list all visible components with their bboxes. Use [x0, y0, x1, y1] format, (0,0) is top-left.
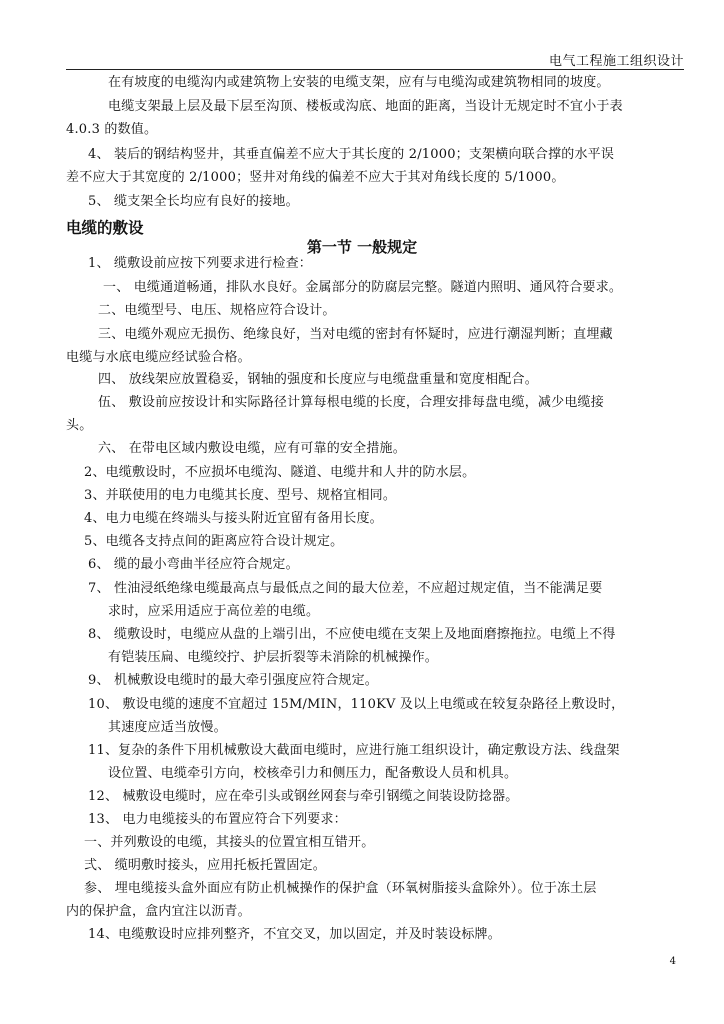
- paragraph-line: 14、电缆敷设时应排列整齐，不宜交叉，加以固定，并及时装设标牌。: [88, 927, 501, 942]
- paragraph-line: 六、 在带电区域内敷设电缆，应有可靠的安全措施。: [98, 441, 406, 456]
- paragraph-line: 7、 性油浸纸绝缘电缆最高点与最低点之间的最大位差，不应超过规定值，当不能满足要: [88, 581, 603, 596]
- paragraph-line: 设位置、电缆牵引方向，校核牵引力和侧压力，配备敷设人员和机具。: [108, 766, 518, 781]
- paragraph-line: 一、并列敷设的电缆，其接头的位置宜相互错开。: [84, 835, 375, 850]
- paragraph-line: 11、复杂的条件下用机械敷设大截面电缆时，应进行施工组织设计，确定敷设方法、线盘架: [88, 743, 620, 758]
- paragraph-line: 3、并联使用的电力电缆其长度、型号、规格宜相同。: [84, 488, 397, 503]
- paragraph-line: 其速度应适当放慢。: [108, 720, 227, 735]
- paragraph-line: 5、电缆各支持点间的距离应符合设计规定。: [84, 534, 344, 549]
- paragraph-line: 头。: [66, 418, 93, 433]
- paragraph-line: 6、 缆的最小弯曲半径应符合规定。: [88, 557, 299, 572]
- paragraph-line: 差不应大于其宽度的 2/1000；竖井对角线的偏差不应大于其对角线长度的 5/1000。: [66, 170, 565, 185]
- paragraph-line: 4.0.3 的数值。: [66, 122, 158, 137]
- paragraph-line: 二、电缆型号、电压、规格应符合设计。: [98, 303, 336, 318]
- header-divider: [66, 69, 684, 70]
- paragraph-line: 伍、 敷设前应按设计和实际路径计算每根电缆的长度，合理安排每盘电缆，减少电缆接: [98, 395, 604, 410]
- paragraph-line: 在有坡度的电缆沟内或建筑物上安装的电缆支架，应有与电缆沟或建筑物相同的坡度。: [108, 75, 610, 90]
- paragraph-line: 四、 放线架应放置稳妥，钢轴的强度和长度应与电缆盘重量和宽度相配合。: [98, 372, 538, 387]
- paragraph-line: 有铠装压扁、电缆绞拧、护层折裂等未消除的机械操作。: [108, 650, 439, 665]
- paragraph-line: 弍、 缆明敷时接头，应用托板托置固定。: [84, 858, 326, 873]
- paragraph-line: 13、 电力电缆接头的布置应符合下列要求：: [88, 812, 347, 827]
- paragraph-line: 三、电缆外观应无损伤、绝缘良好，当对电缆的密封有怀疑时，应进行潮湿判断；直埋藏: [98, 327, 613, 342]
- paragraph-line: 4、 装后的钢结构竖井，其垂直偏差不应大于其长度的 2/1000；支架横向联合撑的水平误: [88, 147, 615, 162]
- paragraph-line: 12、 械敷设电缆时，应在牵引头或钢丝网套与牵引钢缆之间装设防捻器。: [88, 789, 519, 804]
- page-number: 4: [669, 956, 676, 967]
- paragraph-line: 5、 缆支架全长均应有良好的接地。: [88, 194, 299, 209]
- paragraph-line: 电缆与水底电缆应经试验合格。: [66, 350, 251, 365]
- paragraph-line: 2、电缆敷设时，不应损坏电缆沟、隧道、电缆井和人井的防水层。: [84, 465, 476, 480]
- paragraph-line: 4、电力电缆在终端头与接头附近宜留有备用长度。: [84, 511, 383, 526]
- paragraph-line: 9、 机械敷设电缆时的最大牵引强度应符合规定。: [88, 673, 379, 688]
- paragraph-line: 一、 电缆通道畅通，排队水良好。金属部分的防腐层完整。隧道内照明、通风符合要求。: [103, 280, 623, 295]
- paragraph-line: 电缆支架最上层及最下层至沟顶、楼板或沟底、地面的距离，当设计无规定时不宜小于表: [108, 99, 623, 114]
- section-heading: 电缆的敷设: [66, 219, 144, 237]
- running-header: 电气工程施工组织设计: [548, 54, 684, 69]
- paragraph-line: 10、 敷设电缆的速度不宜超过 15M/MIN，110KV 及以上电缆或在较复杂路径上敷设时，: [88, 697, 625, 712]
- paragraph-line: 8、 缆敷设时，电缆应从盘的上端引出，不应使电缆在支架上及地面磨擦拖拉。电缆上不得: [88, 627, 616, 642]
- paragraph-line: 参、 埋电缆接头盒外面应有防止机械操作的保护盒（环氧树脂接头盒除外）。位于冻土层: [84, 881, 597, 896]
- paragraph-line: 1、 缆敷设前应按下列要求进行检查：: [88, 256, 313, 271]
- chapter-heading: 第一节 一般规定: [306, 238, 418, 256]
- paragraph-line: 内的保护盒，盒内宜注以沥青。: [66, 904, 251, 919]
- paragraph-line: 求时，应采用适应于高位差的电缆。: [108, 604, 320, 619]
